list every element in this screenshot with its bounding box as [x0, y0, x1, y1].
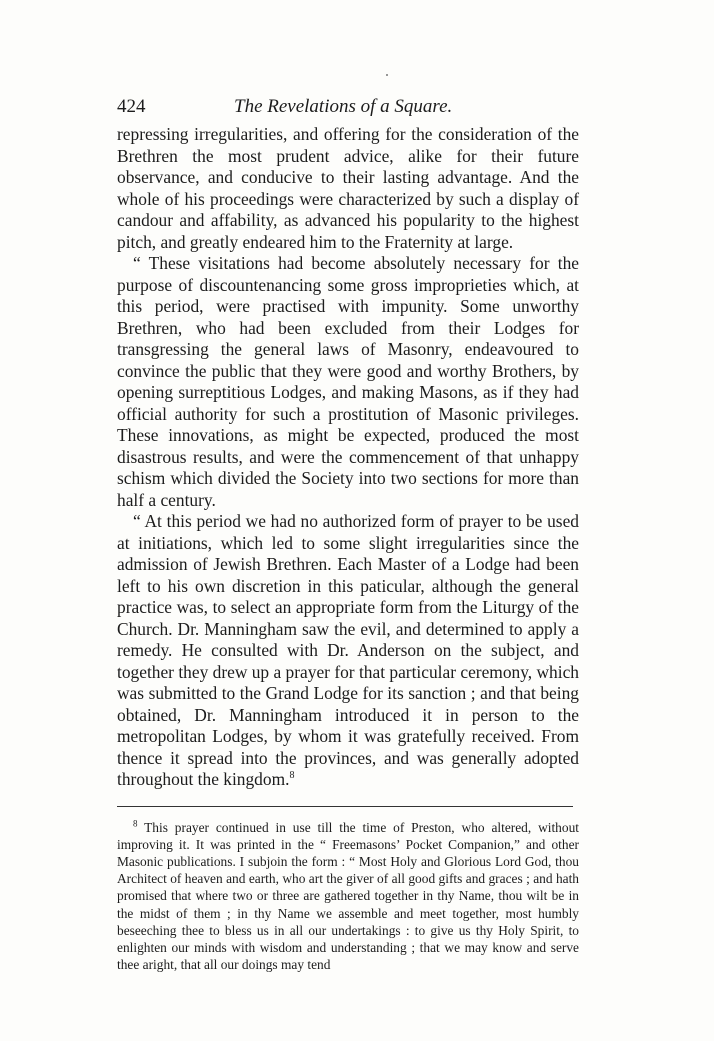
footnote	[117, 819, 579, 974]
paragraph-3-text: “ At this period we had no authorized form of prayer to be used at initiations, which led to some slight irregularities since the admission of Jewish Brethren. Each Master of a Lodge had been left to his own discretion in this paticular, although the general practice was, to select an appropriate form from the Liturgy of the Church. Dr. Manningham saw the evil, and determined to apply a remedy. He consulted with Dr. Anderson on the subject, and together they drew up a prayer for that particular ceremony, which was submitted to the Grand Lodge for its sanction ; and that being obtained, Dr. Manningham introduced it in person to the metropolitan Lodges, by whom it was gratefully received. From thence it spread into the provinces, and was generally adopted throughout the kingdom.	[117, 511, 579, 789]
footnote-reference: 8	[289, 770, 295, 782]
footnote-marker: 8	[133, 818, 138, 829]
page-number: 424	[117, 96, 146, 117]
page-header	[117, 88, 579, 118]
book-page	[117, 88, 579, 973]
paragraph-1: repressing irregularities, and offering for the consideration of the Brethren the most prudent advice, alike for their future observance, and conducive to their lasting advantage. And the whole of his proceedings were characterized by such a display of candour and affability, as advanced his popularity to the highest pitch, and greatly endeared him to the Fraternity at large.	[117, 124, 579, 252]
body-text	[117, 124, 579, 791]
footnote-text: This prayer continued in use till the time of Preston, who altered, without improving it. It was printed in the “ Freemasons’ Pocket Companion,” and other Masonic publications. I subjoin the form : “ Most Holy and Glorious Lord God, thou Architect of heaven and earth, who art the giver of all good gifts and graces ; and hath promised that where two or three are gathered together in thy Name, thou wilt be in the midst of them ; in thy Name we assemble and meet together, most humbly beseeching thee to bless us in all our undertakings : to give us thy Holy Spirit, to enlighten our minds with wisdom and understanding ; that we may know and serve thee aright, that all our doings may tend	[117, 819, 579, 973]
paragraph-2: “ These visitations had become absolutely necessary for the purpose of discountenancing some gross improprieties which, at this period, were practised with impunity. Some unworthy Brethren, who had been excluded from their Lodges for transgressing the general laws of Masonry, endeavoured to convince the public that they were good and worthy Brothers, by opening surreptitious Lodges, and making Masons, as if they had official authority for such a prostitution of Masonic privileges. These innovations, as might be expected, produced the most disastrous results, and were the commencement of that unhappy schism which divided the Society into two sections for more than half a century.	[117, 253, 579, 510]
running-head: The Revelations of a Square.	[234, 96, 453, 117]
paper-speck	[386, 74, 388, 76]
paragraph-3	[117, 511, 579, 791]
footnote-divider	[117, 806, 573, 807]
